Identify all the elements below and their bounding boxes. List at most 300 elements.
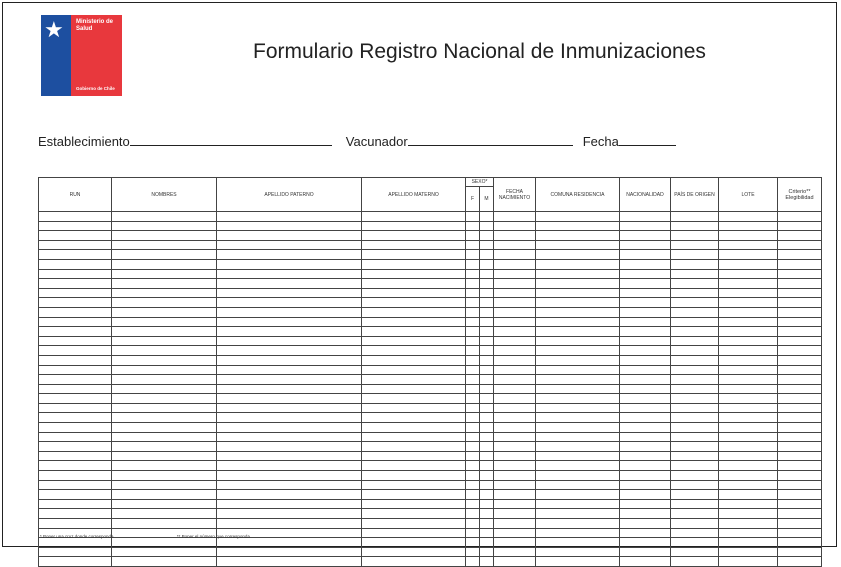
table-cell[interactable] <box>494 298 536 308</box>
table-cell[interactable] <box>719 336 778 346</box>
table-cell[interactable] <box>494 461 536 471</box>
table-cell[interactable] <box>536 384 620 394</box>
table-cell[interactable] <box>112 307 217 317</box>
table-cell[interactable] <box>620 240 671 250</box>
table-cell[interactable] <box>536 231 620 241</box>
table-cell[interactable] <box>217 432 362 442</box>
table-cell[interactable] <box>778 394 822 404</box>
table-cell[interactable] <box>466 538 480 548</box>
table-cell[interactable] <box>620 509 671 519</box>
table-cell[interactable] <box>362 471 466 481</box>
table-cell[interactable] <box>466 432 480 442</box>
table-cell[interactable] <box>778 231 822 241</box>
table-cell[interactable] <box>217 509 362 519</box>
table-cell[interactable] <box>112 547 217 557</box>
table-cell[interactable] <box>536 413 620 423</box>
table-cell[interactable] <box>494 375 536 385</box>
table-cell[interactable] <box>112 288 217 298</box>
table-cell[interactable] <box>217 307 362 317</box>
table-cell[interactable] <box>671 528 719 538</box>
table-cell[interactable] <box>778 221 822 231</box>
table-cell[interactable] <box>39 394 112 404</box>
table-cell[interactable] <box>480 221 494 231</box>
table-cell[interactable] <box>719 490 778 500</box>
table-cell[interactable] <box>466 471 480 481</box>
table-cell[interactable] <box>494 451 536 461</box>
table-cell[interactable] <box>778 538 822 548</box>
table-cell[interactable] <box>480 240 494 250</box>
table-cell[interactable] <box>112 394 217 404</box>
table-cell[interactable] <box>112 259 217 269</box>
table-cell[interactable] <box>620 269 671 279</box>
table-cell[interactable] <box>671 279 719 289</box>
table-cell[interactable] <box>620 490 671 500</box>
table-cell[interactable] <box>494 250 536 260</box>
table-cell[interactable] <box>494 557 536 567</box>
table-cell[interactable] <box>39 279 112 289</box>
table-cell[interactable] <box>719 259 778 269</box>
table-cell[interactable] <box>480 519 494 529</box>
table-cell[interactable] <box>536 471 620 481</box>
table-cell[interactable] <box>39 471 112 481</box>
table-cell[interactable] <box>39 413 112 423</box>
table-cell[interactable] <box>536 365 620 375</box>
table-cell[interactable] <box>466 365 480 375</box>
table-cell[interactable] <box>494 317 536 327</box>
table-cell[interactable] <box>480 480 494 490</box>
table-cell[interactable] <box>362 413 466 423</box>
table-cell[interactable] <box>671 212 719 222</box>
table-cell[interactable] <box>112 490 217 500</box>
table-cell[interactable] <box>494 355 536 365</box>
table-cell[interactable] <box>217 538 362 548</box>
table-cell[interactable] <box>620 432 671 442</box>
table-cell[interactable] <box>362 288 466 298</box>
table-cell[interactable] <box>466 240 480 250</box>
table-cell[interactable] <box>494 221 536 231</box>
table-cell[interactable] <box>217 403 362 413</box>
table-cell[interactable] <box>778 346 822 356</box>
table-cell[interactable] <box>217 451 362 461</box>
table-cell[interactable] <box>112 336 217 346</box>
table-cell[interactable] <box>362 212 466 222</box>
table-cell[interactable] <box>778 317 822 327</box>
table-cell[interactable] <box>536 298 620 308</box>
table-cell[interactable] <box>217 250 362 260</box>
table-cell[interactable] <box>536 403 620 413</box>
table-cell[interactable] <box>494 394 536 404</box>
table-cell[interactable] <box>466 327 480 337</box>
table-cell[interactable] <box>39 317 112 327</box>
table-cell[interactable] <box>112 231 217 241</box>
table-cell[interactable] <box>719 471 778 481</box>
table-cell[interactable] <box>778 528 822 538</box>
table-cell[interactable] <box>671 442 719 452</box>
table-cell[interactable] <box>778 269 822 279</box>
table-cell[interactable] <box>671 346 719 356</box>
table-cell[interactable] <box>719 212 778 222</box>
table-cell[interactable] <box>536 490 620 500</box>
table-cell[interactable] <box>39 480 112 490</box>
table-cell[interactable] <box>362 519 466 529</box>
table-cell[interactable] <box>671 519 719 529</box>
table-cell[interactable] <box>217 298 362 308</box>
table-cell[interactable] <box>719 327 778 337</box>
table-cell[interactable] <box>480 547 494 557</box>
table-cell[interactable] <box>778 499 822 509</box>
table-cell[interactable] <box>39 231 112 241</box>
table-cell[interactable] <box>362 269 466 279</box>
table-cell[interactable] <box>778 307 822 317</box>
table-cell[interactable] <box>466 317 480 327</box>
table-cell[interactable] <box>217 499 362 509</box>
table-cell[interactable] <box>217 317 362 327</box>
table-cell[interactable] <box>719 317 778 327</box>
table-cell[interactable] <box>536 288 620 298</box>
table-cell[interactable] <box>494 346 536 356</box>
table-cell[interactable] <box>778 403 822 413</box>
table-cell[interactable] <box>480 375 494 385</box>
table-cell[interactable] <box>494 528 536 538</box>
table-cell[interactable] <box>39 250 112 260</box>
table-cell[interactable] <box>719 231 778 241</box>
table-cell[interactable] <box>362 538 466 548</box>
table-cell[interactable] <box>620 365 671 375</box>
table-cell[interactable] <box>480 528 494 538</box>
table-cell[interactable] <box>671 336 719 346</box>
table-cell[interactable] <box>778 442 822 452</box>
table-cell[interactable] <box>217 288 362 298</box>
table-cell[interactable] <box>217 231 362 241</box>
table-cell[interactable] <box>362 423 466 433</box>
table-cell[interactable] <box>494 259 536 269</box>
table-cell[interactable] <box>620 480 671 490</box>
table-cell[interactable] <box>112 432 217 442</box>
table-cell[interactable] <box>39 442 112 452</box>
table-cell[interactable] <box>620 547 671 557</box>
table-cell[interactable] <box>778 375 822 385</box>
table-cell[interactable] <box>112 557 217 567</box>
table-cell[interactable] <box>536 355 620 365</box>
table-cell[interactable] <box>112 403 217 413</box>
table-cell[interactable] <box>480 279 494 289</box>
table-cell[interactable] <box>719 384 778 394</box>
table-cell[interactable] <box>494 403 536 413</box>
table-cell[interactable] <box>39 451 112 461</box>
table-cell[interactable] <box>39 384 112 394</box>
table-cell[interactable] <box>778 432 822 442</box>
table-cell[interactable] <box>217 423 362 433</box>
table-cell[interactable] <box>362 403 466 413</box>
table-cell[interactable] <box>494 336 536 346</box>
table-cell[interactable] <box>719 221 778 231</box>
table-cell[interactable] <box>362 509 466 519</box>
table-cell[interactable] <box>217 557 362 567</box>
table-cell[interactable] <box>466 384 480 394</box>
table-cell[interactable] <box>536 451 620 461</box>
table-cell[interactable] <box>536 327 620 337</box>
table-cell[interactable] <box>536 442 620 452</box>
table-cell[interactable] <box>480 336 494 346</box>
table-cell[interactable] <box>466 461 480 471</box>
table-cell[interactable] <box>719 288 778 298</box>
table-cell[interactable] <box>536 432 620 442</box>
table-cell[interactable] <box>620 298 671 308</box>
table-cell[interactable] <box>620 221 671 231</box>
table-cell[interactable] <box>362 461 466 471</box>
table-cell[interactable] <box>112 317 217 327</box>
table-cell[interactable] <box>217 355 362 365</box>
table-cell[interactable] <box>39 375 112 385</box>
table-cell[interactable] <box>39 499 112 509</box>
table-cell[interactable] <box>536 212 620 222</box>
table-cell[interactable] <box>671 490 719 500</box>
table-cell[interactable] <box>536 279 620 289</box>
table-cell[interactable] <box>671 259 719 269</box>
table-cell[interactable] <box>466 346 480 356</box>
table-cell[interactable] <box>671 250 719 260</box>
table-cell[interactable] <box>620 259 671 269</box>
table-cell[interactable] <box>480 499 494 509</box>
table-cell[interactable] <box>536 269 620 279</box>
table-cell[interactable] <box>466 480 480 490</box>
table-cell[interactable] <box>778 557 822 567</box>
table-cell[interactable] <box>112 538 217 548</box>
table-cell[interactable] <box>217 279 362 289</box>
table-cell[interactable] <box>466 288 480 298</box>
table-cell[interactable] <box>719 279 778 289</box>
table-cell[interactable] <box>466 307 480 317</box>
table-cell[interactable] <box>671 547 719 557</box>
table-cell[interactable] <box>112 509 217 519</box>
table-cell[interactable] <box>494 269 536 279</box>
table-cell[interactable] <box>620 384 671 394</box>
table-cell[interactable] <box>671 269 719 279</box>
table-cell[interactable] <box>362 307 466 317</box>
vacunador-field[interactable] <box>408 132 573 146</box>
table-cell[interactable] <box>536 538 620 548</box>
table-cell[interactable] <box>671 307 719 317</box>
table-cell[interactable] <box>466 403 480 413</box>
table-cell[interactable] <box>39 298 112 308</box>
table-cell[interactable] <box>620 471 671 481</box>
table-cell[interactable] <box>466 490 480 500</box>
table-cell[interactable] <box>671 231 719 241</box>
table-cell[interactable] <box>620 519 671 529</box>
table-cell[interactable] <box>494 365 536 375</box>
table-cell[interactable] <box>362 384 466 394</box>
table-cell[interactable] <box>466 375 480 385</box>
table-cell[interactable] <box>494 279 536 289</box>
table-cell[interactable] <box>494 490 536 500</box>
table-cell[interactable] <box>719 423 778 433</box>
table-cell[interactable] <box>778 519 822 529</box>
table-cell[interactable] <box>39 509 112 519</box>
table-cell[interactable] <box>778 490 822 500</box>
table-cell[interactable] <box>112 471 217 481</box>
table-cell[interactable] <box>494 519 536 529</box>
table-cell[interactable] <box>480 509 494 519</box>
table-cell[interactable] <box>466 259 480 269</box>
table-cell[interactable] <box>778 461 822 471</box>
table-cell[interactable] <box>217 259 362 269</box>
table-cell[interactable] <box>466 413 480 423</box>
table-cell[interactable] <box>719 547 778 557</box>
table-cell[interactable] <box>620 355 671 365</box>
table-cell[interactable] <box>620 336 671 346</box>
table-cell[interactable] <box>480 461 494 471</box>
table-cell[interactable] <box>536 346 620 356</box>
table-cell[interactable] <box>39 240 112 250</box>
table-cell[interactable] <box>778 212 822 222</box>
table-cell[interactable] <box>466 451 480 461</box>
table-cell[interactable] <box>217 212 362 222</box>
table-cell[interactable] <box>466 269 480 279</box>
table-cell[interactable] <box>112 480 217 490</box>
table-cell[interactable] <box>719 499 778 509</box>
table-cell[interactable] <box>536 259 620 269</box>
table-cell[interactable] <box>480 212 494 222</box>
table-cell[interactable] <box>494 499 536 509</box>
table-cell[interactable] <box>494 442 536 452</box>
table-cell[interactable] <box>362 298 466 308</box>
table-cell[interactable] <box>536 423 620 433</box>
table-cell[interactable] <box>217 490 362 500</box>
table-cell[interactable] <box>362 557 466 567</box>
table-cell[interactable] <box>494 413 536 423</box>
table-cell[interactable] <box>466 519 480 529</box>
table-cell[interactable] <box>39 423 112 433</box>
table-cell[interactable] <box>536 528 620 538</box>
table-cell[interactable] <box>480 250 494 260</box>
table-cell[interactable] <box>480 557 494 567</box>
table-cell[interactable] <box>620 451 671 461</box>
table-cell[interactable] <box>719 538 778 548</box>
table-cell[interactable] <box>480 471 494 481</box>
table-cell[interactable] <box>620 346 671 356</box>
table-cell[interactable] <box>778 509 822 519</box>
table-cell[interactable] <box>362 394 466 404</box>
table-cell[interactable] <box>536 221 620 231</box>
table-cell[interactable] <box>39 221 112 231</box>
table-cell[interactable] <box>480 394 494 404</box>
table-cell[interactable] <box>112 451 217 461</box>
table-cell[interactable] <box>671 327 719 337</box>
table-cell[interactable] <box>217 221 362 231</box>
table-cell[interactable] <box>39 538 112 548</box>
table-cell[interactable] <box>536 547 620 557</box>
table-cell[interactable] <box>536 307 620 317</box>
table-cell[interactable] <box>494 327 536 337</box>
table-cell[interactable] <box>112 298 217 308</box>
table-cell[interactable] <box>778 384 822 394</box>
table-cell[interactable] <box>217 547 362 557</box>
table-cell[interactable] <box>620 557 671 567</box>
table-cell[interactable] <box>671 221 719 231</box>
table-cell[interactable] <box>719 451 778 461</box>
table-cell[interactable] <box>362 375 466 385</box>
table-cell[interactable] <box>620 403 671 413</box>
table-cell[interactable] <box>112 499 217 509</box>
table-cell[interactable] <box>494 471 536 481</box>
table-cell[interactable] <box>778 423 822 433</box>
table-cell[interactable] <box>112 279 217 289</box>
table-cell[interactable] <box>217 480 362 490</box>
table-cell[interactable] <box>39 519 112 529</box>
table-cell[interactable] <box>719 557 778 567</box>
table-cell[interactable] <box>466 509 480 519</box>
table-cell[interactable] <box>466 557 480 567</box>
table-cell[interactable] <box>39 432 112 442</box>
table-cell[interactable] <box>466 442 480 452</box>
table-cell[interactable] <box>620 442 671 452</box>
table-cell[interactable] <box>778 471 822 481</box>
table-cell[interactable] <box>778 355 822 365</box>
table-cell[interactable] <box>112 519 217 529</box>
table-cell[interactable] <box>536 375 620 385</box>
table-cell[interactable] <box>671 451 719 461</box>
table-cell[interactable] <box>480 307 494 317</box>
table-cell[interactable] <box>620 538 671 548</box>
table-cell[interactable] <box>536 317 620 327</box>
table-cell[interactable] <box>217 471 362 481</box>
table-cell[interactable] <box>112 355 217 365</box>
table-cell[interactable] <box>494 240 536 250</box>
table-cell[interactable] <box>536 461 620 471</box>
table-cell[interactable] <box>778 547 822 557</box>
table-cell[interactable] <box>480 451 494 461</box>
table-cell[interactable] <box>536 509 620 519</box>
table-cell[interactable] <box>719 432 778 442</box>
table-cell[interactable] <box>362 499 466 509</box>
table-cell[interactable] <box>719 269 778 279</box>
table-cell[interactable] <box>719 307 778 317</box>
table-cell[interactable] <box>217 375 362 385</box>
table-cell[interactable] <box>620 279 671 289</box>
table-cell[interactable] <box>778 288 822 298</box>
table-cell[interactable] <box>778 298 822 308</box>
table-cell[interactable] <box>778 327 822 337</box>
table-cell[interactable] <box>494 423 536 433</box>
table-cell[interactable] <box>494 480 536 490</box>
table-cell[interactable] <box>778 259 822 269</box>
table-cell[interactable] <box>671 288 719 298</box>
table-cell[interactable] <box>217 240 362 250</box>
table-cell[interactable] <box>778 240 822 250</box>
table-cell[interactable] <box>39 403 112 413</box>
table-cell[interactable] <box>112 375 217 385</box>
table-cell[interactable] <box>362 221 466 231</box>
table-cell[interactable] <box>466 499 480 509</box>
table-cell[interactable] <box>620 499 671 509</box>
table-cell[interactable] <box>362 432 466 442</box>
table-cell[interactable] <box>112 327 217 337</box>
fecha-field[interactable] <box>619 132 676 146</box>
table-cell[interactable] <box>480 317 494 327</box>
table-cell[interactable] <box>671 413 719 423</box>
table-cell[interactable] <box>39 547 112 557</box>
table-cell[interactable] <box>480 413 494 423</box>
table-cell[interactable] <box>480 269 494 279</box>
table-cell[interactable] <box>112 461 217 471</box>
table-cell[interactable] <box>362 480 466 490</box>
table-cell[interactable] <box>39 212 112 222</box>
table-cell[interactable] <box>620 394 671 404</box>
table-cell[interactable] <box>719 250 778 260</box>
table-cell[interactable] <box>620 307 671 317</box>
table-cell[interactable] <box>39 307 112 317</box>
table-cell[interactable] <box>494 432 536 442</box>
